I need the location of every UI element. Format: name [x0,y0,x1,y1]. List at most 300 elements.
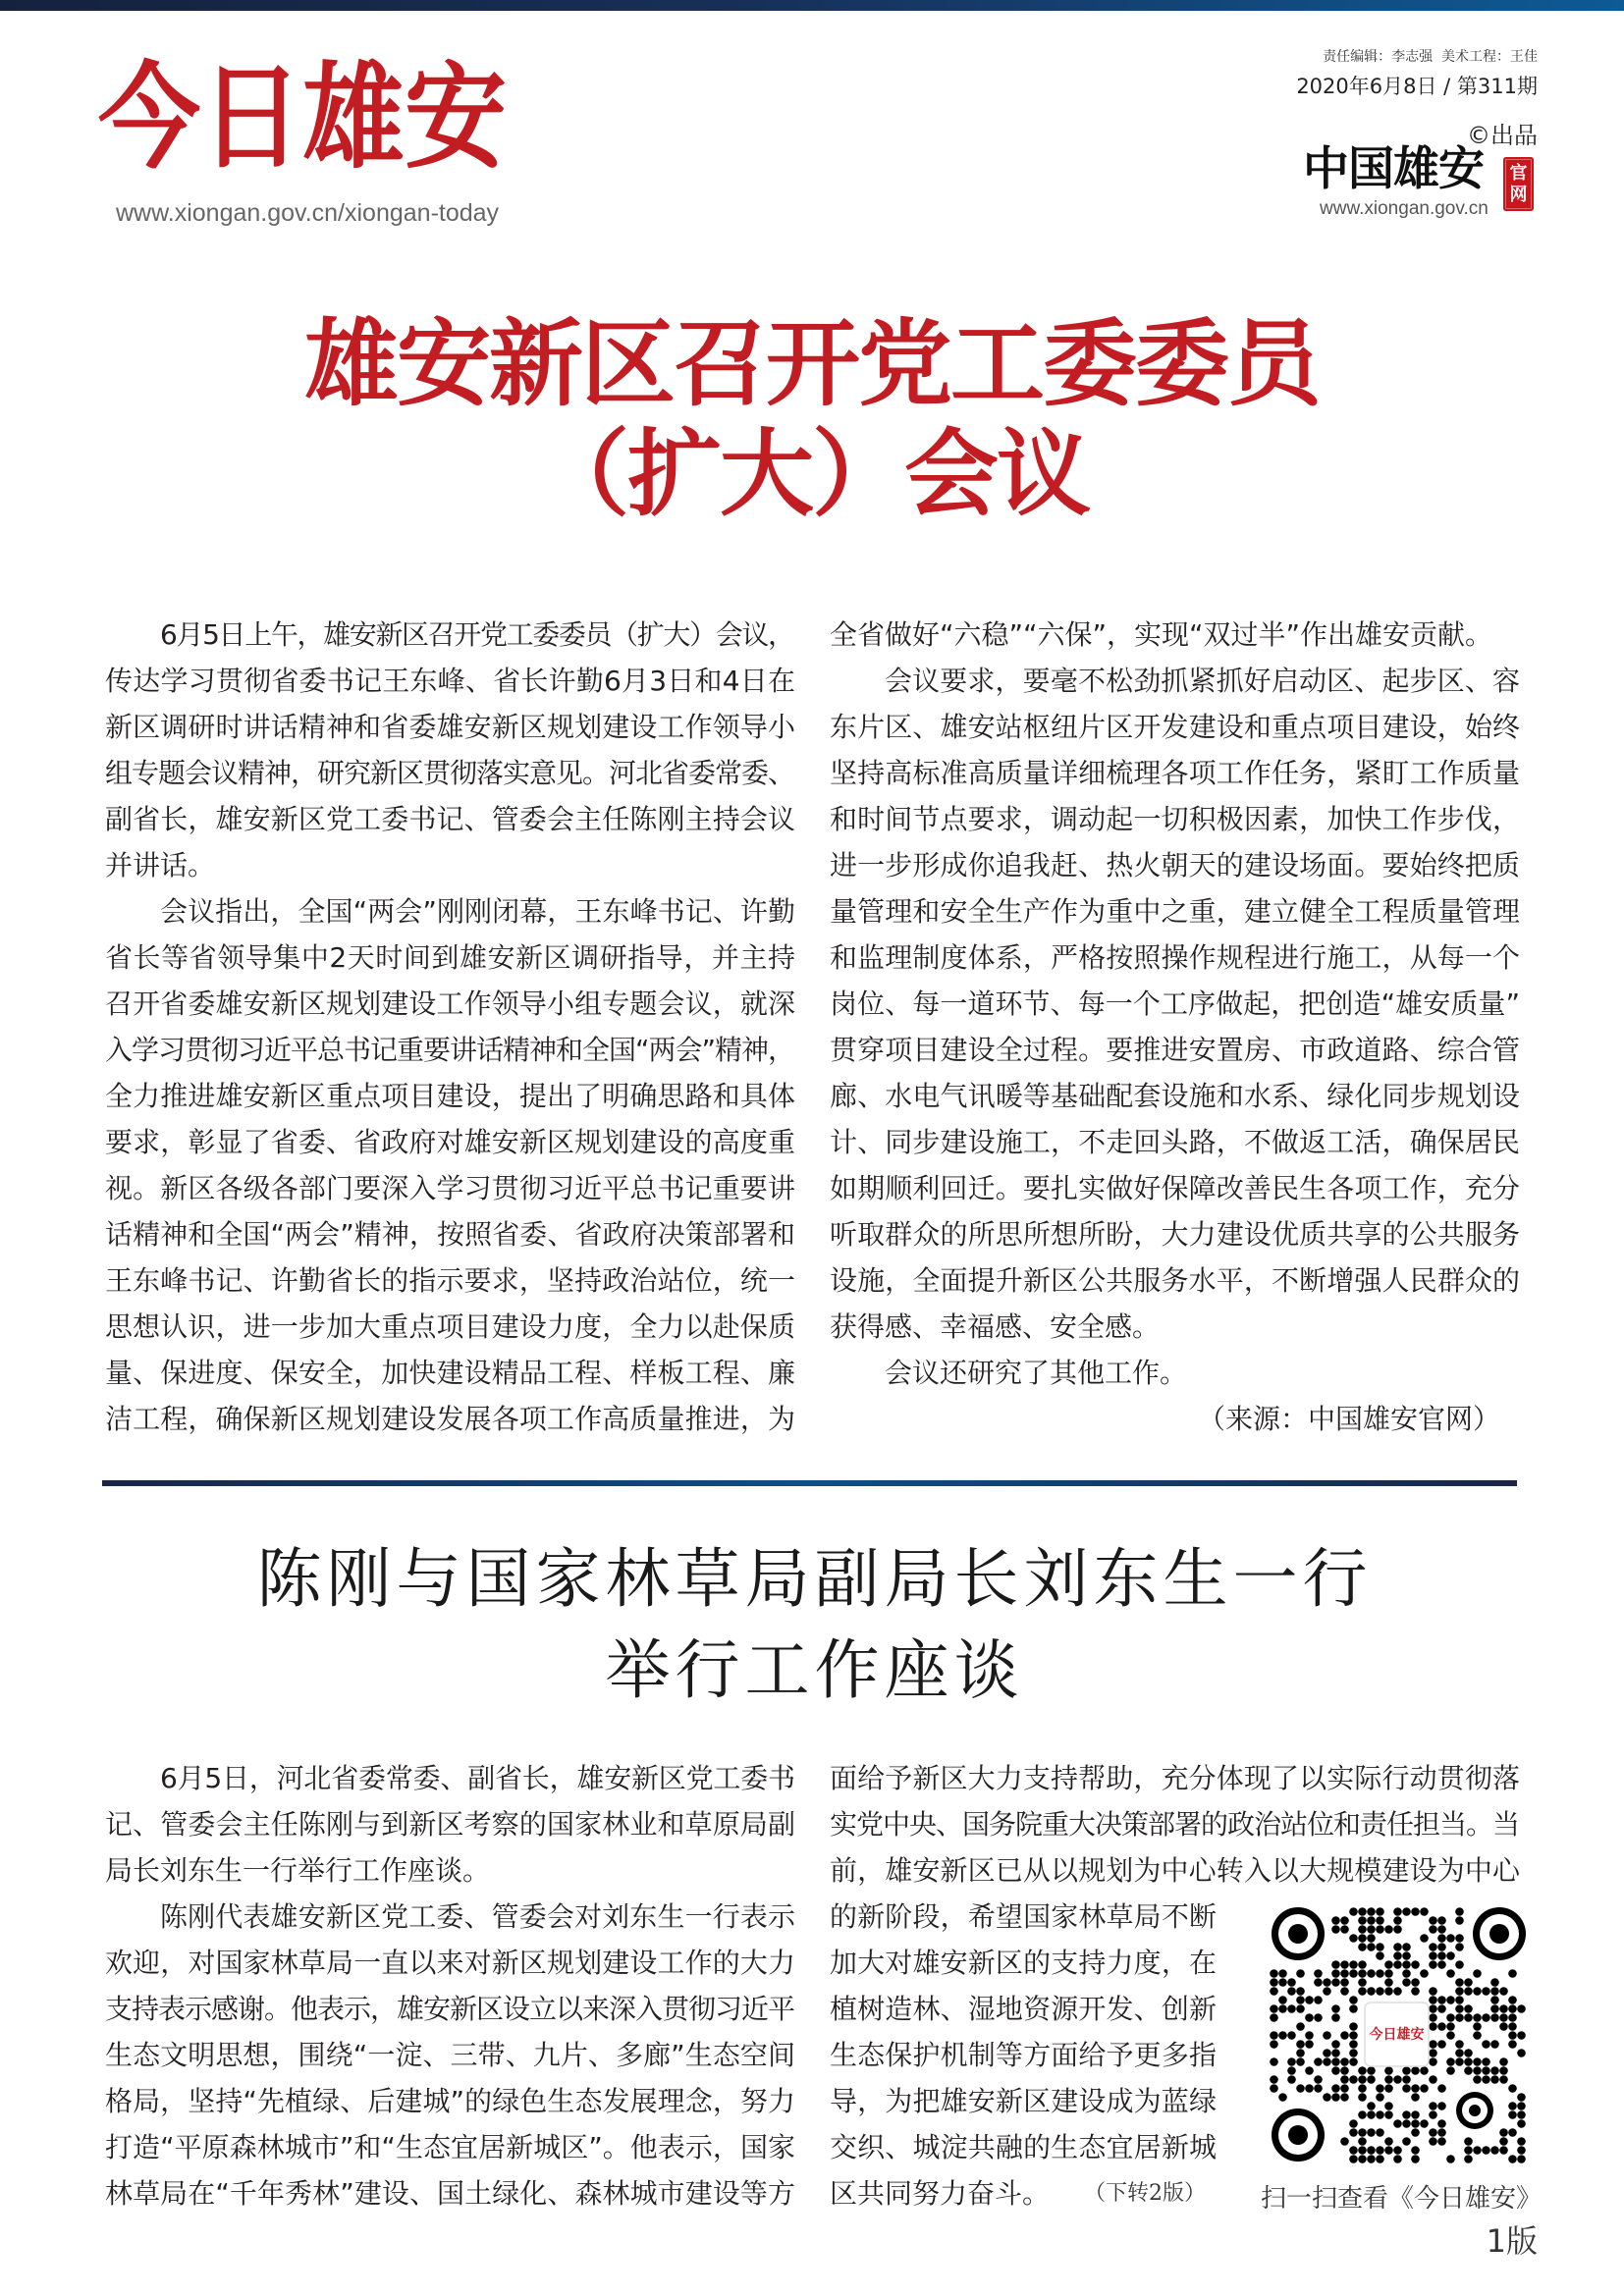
qr-module [1446,2013,1455,2022]
text-line-content: 会议还研究了其他工作。 [885,1357,1188,1389]
text-line [105,1986,795,2032]
qr-module [1340,2066,1349,2075]
qr-module [1490,1996,1499,2004]
text-line [830,1073,1520,1119]
qr-module [1437,2102,1446,2110]
qr-module [1429,2102,1437,2110]
qr-module [1473,2013,1482,2022]
qr-module [1508,1969,1517,1978]
qr-module [1490,2040,1499,2049]
qr-module [1490,2013,1499,2022]
qr-module [1508,2084,1517,2093]
headline-line: 举行工作座谈 [605,1632,1024,1708]
qr-module [1305,2031,1314,2040]
qr-module [1384,1960,1393,1969]
qr-module [1411,1960,1420,1969]
qr-module [1482,2040,1490,2049]
qr-module [1376,2128,1384,2137]
qr-module [1358,2155,1367,2163]
qr-module [1508,2031,1517,2040]
qr-module [1376,2093,1384,2102]
qr-module [1446,1996,1455,2004]
qr-module [1349,2146,1358,2155]
text-line [830,1847,1520,1894]
text-line-content: 全省做好“六稳”“六保”，实现“双过半”作出雄安贡献。 [830,618,1493,651]
qr-module [1411,2084,1420,2093]
qr-module [1367,1925,1376,1934]
section-divider [102,1480,1517,1486]
qr-module [1384,2110,1393,2119]
qr-module [1331,1916,1340,1925]
text-line [105,2124,795,2170]
qr-module [1349,2022,1358,2031]
text-line [105,981,795,1027]
qr-module [1376,2084,1384,2093]
qr-module [1437,2084,1446,2093]
qr-module [1278,2031,1287,2040]
qr-module [1482,2146,1490,2155]
article1-column-left [105,612,795,1442]
qr-module [1437,2137,1446,2146]
qr-module [1349,2004,1358,2013]
text-line [830,2124,1217,2170]
qr-module [1358,1978,1367,1987]
qr-module [1508,2155,1517,2163]
text-line [105,842,795,888]
article1-headline [0,309,1624,529]
qr-module [1411,2066,1420,2075]
qr-module [1411,1978,1420,1987]
qr-module [1508,2110,1517,2119]
qr-module [1411,1907,1420,1916]
qr-module [1402,1978,1411,1987]
qr-module [1393,2146,1402,2155]
paragraph [830,658,1520,1350]
qr-module [1429,2040,1437,2049]
text-line-content: 进一步形成你追我赶、热火朝天的建设场面。要始终把质 [830,849,1521,881]
qr-module [1296,2084,1305,2093]
text-line-content: 记、管委会主任陈刚与到新区考察的国家林业和草原局副 [105,1808,796,1841]
qr-module [1402,2119,1411,2128]
qr-module [1420,2119,1429,2128]
qr-module [1437,2128,1446,2137]
qr-module [1464,2049,1473,2057]
qr-module [1455,1943,1464,1951]
text-line-content: 导，为把雄安新区建设成为蓝绿 [830,2085,1218,2117]
qr-module [1331,1978,1340,1987]
qr-module [1517,2049,1526,2057]
qr-module [1464,2004,1473,2013]
qr-module [1278,2004,1287,2013]
qr-module [1473,2022,1482,2031]
text-line [830,796,1520,842]
qr-module [1358,2075,1367,2084]
text-line [105,1211,795,1257]
top-banner-bar [0,0,1624,11]
qr-module [1464,1987,1473,1996]
qr-module [1464,2057,1473,2066]
text-line [105,1396,795,1442]
qr-module [1349,1960,1358,1969]
text-line [830,1894,1217,1940]
qr-module [1384,2066,1393,2075]
qr-module [1305,2066,1314,2075]
qr-module [1455,1960,1464,1969]
text-line-content: 6月5日上午，雄安新区召开党工委委员（扩大）会议， [160,618,794,651]
qr-module [1455,2057,1464,2066]
text-line-content: 话精神和全国“两会”精神，按照省委、省政府决策部署和 [105,1218,796,1251]
qr-module [1411,2155,1420,2163]
official-seal [1503,157,1534,211]
qr-module [1384,2137,1393,2146]
qr-module [1358,2146,1367,2155]
qr-module [1376,1925,1384,1934]
text-line [830,842,1520,888]
text-line [105,750,795,796]
qr-module [1323,2049,1331,2057]
paragraph [105,888,795,1442]
qr-module [1508,1996,1517,2004]
text-line [105,1073,795,1119]
qr-module [1305,2013,1314,2022]
qr-logo-text: 今日雄安 [1369,2027,1425,2043]
text-line-content: 召开省委雄安新区规划建设工作领导小组专题会议，就深 [105,988,796,1020]
masthead-url[interactable]: www.xiongan.gov.cn/xiongan-today [116,199,500,227]
text-line-content: 生态保护机制等方面给予更多指 [830,2039,1218,2071]
text-line [105,1119,795,1165]
qr-module [1314,2084,1323,2093]
text-line [105,1847,795,1894]
text-line [105,1350,795,1396]
qr-module [1358,1960,1367,1969]
qr-module [1446,1951,1455,1960]
qr-alignment-pattern [1456,2092,1493,2129]
qr-module [1429,1996,1437,2004]
text-line [830,1257,1520,1304]
qr-module [1331,2049,1340,2057]
qr-module [1270,2004,1278,2013]
qr-module [1349,2040,1358,2049]
qr-module [1499,2057,1508,2066]
text-line-content: 如期顺利回迁。要扎实做好保障改善民生各项工作，充分 [830,1172,1521,1204]
qr-module [1384,2084,1393,2093]
qr-module [1517,2093,1526,2102]
text-line-content: 贯穿项目建设全过程。要推进安置房、市政道路、综合管 [830,1034,1521,1066]
qr-module [1393,1987,1402,1996]
text-line-content: 廊、水电气讯暖等基础配套设施和水系、绿化同步规划设 [830,1080,1521,1112]
qr-module [1349,2128,1358,2137]
text-line [830,1940,1217,1986]
qr-module [1358,2137,1367,2146]
qr-module [1429,2128,1437,2137]
qr-module [1270,1978,1278,1987]
text-line [105,612,795,658]
qr-module [1331,2066,1340,2075]
qr-code [1270,1907,1526,2163]
qr-module [1429,2057,1437,2066]
qr-module [1437,1951,1446,1960]
qr-module [1296,1969,1305,1978]
qr-finder-pattern [1272,2109,1325,2162]
qr-module [1517,2155,1526,2163]
text-line-content: 会议要求，要毫不松劲抓紧抓好启动区、起步区、容 [885,665,1521,697]
qr-module [1490,2004,1499,2013]
text-line-content: 区共同努力奋斗。 [830,2177,1051,2210]
qr-module [1331,2040,1340,2049]
qr-module [1349,2049,1358,2057]
qr-module [1296,2004,1305,2013]
qr-module [1331,2004,1340,2013]
qr-module [1402,2084,1411,2093]
text-line [105,1304,795,1350]
qr-module [1314,2013,1323,2022]
qr-module [1393,2075,1402,2084]
qr-module [1270,2040,1278,2049]
qr-module [1367,2128,1376,2137]
qr-module [1367,2146,1376,2155]
qr-module [1358,1925,1367,1934]
qr-module [1287,2066,1296,2075]
qr-module [1287,2057,1296,2066]
text-line-content: 的新阶段，希望国家林草局不断 [830,1900,1218,1933]
qr-module [1482,2066,1490,2075]
text-line [105,2078,795,2124]
text-line-content: 量管理和安全生产作为重中之重，建立健全工程质量管理 [830,895,1521,928]
qr-module [1393,2155,1402,2163]
qr-module [1464,2146,1473,2155]
qr-module [1517,2110,1526,2119]
text-line [830,934,1520,981]
qr-module [1490,2146,1499,2155]
qr-module [1446,2022,1455,2031]
text-line [830,1801,1520,1847]
text-line [830,1986,1217,2032]
qr-module [1437,2004,1446,2013]
qr-module [1402,2137,1411,2146]
text-line-content: 格局，坚持“先植绿、后建城”的绿色生态发展理念，努力 [105,2085,796,2117]
qr-module [1393,1925,1402,1934]
text-line [830,612,1520,658]
qr-module [1429,1987,1437,1996]
qr-module [1358,1916,1367,1925]
qr-module [1296,1987,1305,1996]
text-line-content: 并讲话。 [105,849,216,881]
qr-module [1455,1934,1464,1943]
text-line-content: 岗位、每一道环节、每一个工序做起，把创造“雄安质量” [830,988,1521,1020]
partner-url[interactable]: www.xiongan.gov.cn [1320,198,1489,219]
qr-module [1384,1978,1393,1987]
text-line-content: 要求，彰显了省委、省政府对雄安新区规划建设的高度重 [105,1126,796,1158]
qr-module [1331,2084,1340,2093]
qr-module [1384,1969,1393,1978]
qr-module [1517,2004,1526,2013]
text-line-content: 思想认识，进一步加大重点项目建设力度，全力以赴保质 [105,1310,796,1343]
text-line-content: 前，雄安新区已从以规划为中心转入以大规模建设为中心 [830,1854,1521,1887]
qr-module [1331,2057,1340,2066]
qr-module [1305,2084,1314,2093]
qr-module [1340,1987,1349,1996]
qr-module [1323,2057,1331,2066]
text-line-content: 新区调研时讲话精神和省委雄安新区规划建设工作领导小 [105,711,796,743]
qr-module [1358,1969,1367,1978]
qr-module [1349,2155,1358,2163]
qr-module [1508,2013,1517,2022]
qr-module [1437,2119,1446,2128]
qr-module [1287,2004,1296,2013]
qr-module [1358,2093,1367,2102]
text-line [830,750,1520,796]
qr-module [1402,1943,1411,1951]
text-line [105,1165,795,1211]
qr-module [1517,2146,1526,2155]
qr-module [1393,1960,1402,1969]
text-line-content: 传达学习贯彻省委书记王东峰、省长许勤6月3日和4日在 [105,665,796,697]
qr-module [1499,2137,1508,2146]
qr-module [1473,2031,1482,2040]
qr-module [1314,2075,1323,2084]
qr-module [1499,1987,1508,1996]
qr-module [1314,1996,1323,2004]
qr-module [1340,1969,1349,1978]
qr-module [1358,1907,1367,1916]
qr-module [1464,2013,1473,2022]
partner-logo: 中国雄安 [1303,142,1484,196]
qr-module [1340,2031,1349,2040]
paragraph [830,612,1520,658]
qr-module [1323,1987,1331,1996]
qr-module [1402,1951,1411,1960]
qr-module [1314,2057,1323,2066]
qr-module [1376,1943,1384,1951]
qr-module [1464,2066,1473,2075]
text-line-content: 东片区、雄安站枢纽片区开发建设和重点项目建设，始终 [830,711,1521,743]
qr-module [1508,2022,1517,2031]
qr-module [1455,2040,1464,2049]
qr-module [1349,2075,1358,2084]
text-line [105,1801,795,1847]
qr-module [1420,2084,1429,2093]
qr-module [1384,1987,1393,1996]
text-line [105,1027,795,1073]
qr-module [1455,2004,1464,2013]
qr-module [1367,1943,1376,1951]
article2-headline [0,1533,1624,1716]
paragraph [830,1350,1520,1396]
qr-module [1455,1987,1464,1996]
text-line-content: 设施，全面提升新区公共服务水平，不断增强人民群众的 [830,1264,1521,1297]
qr-module [1437,1934,1446,1943]
qr-module [1455,2049,1464,2057]
qr-module [1358,1934,1367,1943]
qr-module [1455,1978,1464,1987]
text-line-content: 支持表示感谢。他表示，雄安新区设立以来深入贯彻习近平 [105,1993,794,2025]
text-line-content: 组专题会议精神，研究新区贯彻落实意见。河北省委常委、 [105,757,794,789]
qr-module [1429,2022,1437,2031]
qr-module [1455,1996,1464,2004]
qr-module [1340,2093,1349,2102]
qr-module [1446,2031,1455,2040]
text-line [830,1165,1520,1211]
qr-module [1411,2128,1420,2137]
qr-module [1331,1969,1340,1978]
qr-module [1296,1996,1305,2004]
qr-module [1358,2084,1367,2093]
text-line-content: 洁工程，确保新区规划建设发展各项工作高质量推进，为 [105,1403,796,1435]
qr-module [1384,1925,1393,1934]
qr-module [1349,1907,1358,1916]
text-line-content: 获得感、幸福感、安全感。 [830,1310,1161,1343]
text-line [830,1304,1520,1350]
qr-module [1508,2102,1517,2110]
qr-module [1455,2013,1464,2022]
qr-module [1429,2004,1437,2013]
qr-module [1437,1996,1446,2004]
qr-module [1367,2155,1376,2163]
qr-module [1270,2057,1278,2066]
text-line [105,796,795,842]
qr-module [1393,1951,1402,1960]
qr-module [1349,2119,1358,2128]
qr-module [1305,1996,1314,2004]
qr-module [1367,1987,1376,1996]
masthead-logo: 今日雄安 [98,49,508,185]
qr-module [1402,1907,1411,1916]
qr-module [1490,1987,1499,1996]
qr-module [1358,1987,1367,1996]
text-line-content: 入学习贯彻习近平总书记重要讲话精神和全国“两会”精神， [105,1034,794,1066]
qr-module [1358,2128,1367,2137]
producer-label: ©出品 [1467,122,1538,149]
qr-caption: 扫一扫查看《今日雄安》 [1260,2184,1542,2214]
qr-module [1270,2031,1278,2040]
qr-module [1455,1916,1464,1925]
qr-module [1331,2013,1340,2022]
qr-module [1376,1907,1384,1916]
headline-line: 陈刚与国家林草局副局长刘东生一行 [256,1541,1373,1617]
text-line [830,1755,1520,1801]
qr-module [1296,2049,1305,2057]
qr-module [1376,2110,1384,2119]
qr-module [1499,2022,1508,2031]
qr-module [1429,1951,1437,1960]
editors-credit: 责任编辑：李志强 美术工程：王佳 [1323,49,1538,65]
qr-module [1464,2155,1473,2163]
qr-module [1305,2040,1314,2049]
qr-module [1393,1916,1402,1925]
qr-module [1429,1916,1437,1925]
qr-module [1473,2057,1482,2066]
qr-module [1278,1978,1287,1987]
qr-module [1517,2102,1526,2110]
text-line-content: 生态文明思想，围绕“一淀、三带、九片、多廊”生态空间 [105,2039,796,2071]
text-line [105,888,795,934]
qr-module [1411,2146,1420,2155]
qr-module [1429,2013,1437,2022]
qr-module [1499,2128,1508,2137]
qr-module [1270,1969,1278,1978]
qr-module [1278,1969,1287,1978]
qr-module [1340,2075,1349,2084]
qr-module [1358,2110,1367,2119]
text-line-content: 和监理制度体系，严格按照操作规程进行施工，从每一个 [830,941,1521,974]
qr-module [1473,2146,1482,2155]
qr-module [1499,2013,1508,2022]
qr-module [1499,2146,1508,2155]
text-line-content: 王东峰书记、许勤省长的指示要求，坚持政治站位，统一 [105,1264,796,1297]
qr-module [1499,2004,1508,2013]
paragraph [105,1894,795,2216]
text-line-content: 和时间节点要求，调动起一切积极因素，加快工作步伐， [830,803,1521,835]
